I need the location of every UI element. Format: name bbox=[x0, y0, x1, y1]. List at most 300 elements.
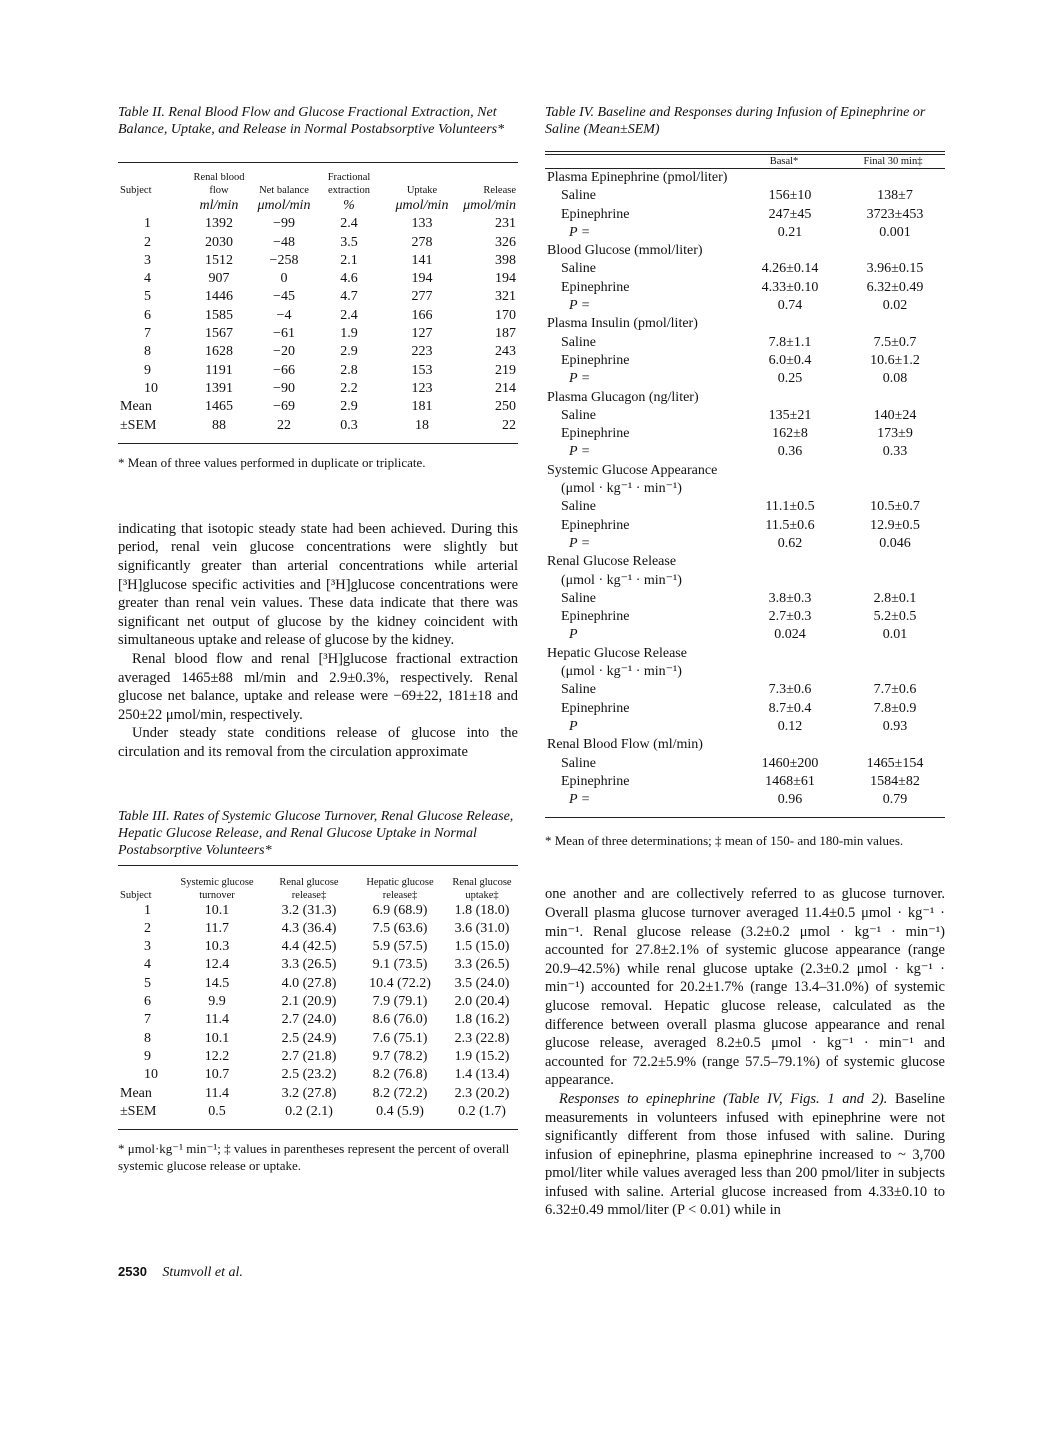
table3-body bbox=[118, 902, 518, 1122]
table-cell: 8.6 (76.0) bbox=[372, 1012, 428, 1028]
table-label: Renal Blood Flow (ml/min) bbox=[547, 737, 703, 753]
table2-bottom-rule bbox=[118, 443, 518, 444]
table-row bbox=[118, 215, 518, 233]
table-cell: 0.33 bbox=[882, 444, 908, 460]
table-cell: 2.3 (22.8) bbox=[454, 1030, 510, 1046]
table-cell: 4.3 (36.4) bbox=[281, 920, 337, 936]
table-row bbox=[545, 498, 945, 516]
table-cell: 9.9 bbox=[208, 994, 226, 1010]
table-cell: 22 bbox=[502, 417, 516, 433]
table-row bbox=[545, 645, 945, 663]
table-cell: 2.7 (21.8) bbox=[281, 1048, 337, 1064]
table-cell: 7.8±1.1 bbox=[768, 334, 812, 350]
table-cell: 7 bbox=[144, 326, 151, 342]
table-cell: 4.7 bbox=[340, 289, 358, 305]
paragraph bbox=[545, 1090, 945, 1220]
table-cell: 3.6 (31.0) bbox=[454, 920, 510, 936]
table-row bbox=[545, 462, 945, 480]
table2-body bbox=[118, 215, 518, 435]
table-cell: 321 bbox=[495, 289, 516, 305]
table-cell: 127 bbox=[411, 326, 433, 342]
table-row bbox=[545, 572, 945, 590]
table-cell: 123 bbox=[411, 380, 433, 396]
table-row bbox=[118, 380, 518, 398]
table-cell: 2 bbox=[144, 234, 151, 250]
table-cell: 2.1 bbox=[340, 252, 358, 268]
table-row bbox=[545, 773, 945, 791]
table-row bbox=[545, 279, 945, 297]
table-cell: 1.8 (16.2) bbox=[454, 1012, 510, 1028]
table-label: Saline bbox=[561, 682, 596, 698]
table2-unit: μmol/min bbox=[257, 198, 311, 213]
page-footer bbox=[118, 1264, 243, 1281]
table-cell: −99 bbox=[273, 216, 295, 232]
table-cell: 7.7±0.6 bbox=[873, 682, 917, 698]
table-cell: 0.046 bbox=[879, 535, 911, 551]
table-cell: 7.9 (79.1) bbox=[372, 994, 428, 1010]
table-cell: 1446 bbox=[205, 289, 233, 305]
table-cell: 4 bbox=[144, 271, 151, 287]
table-cell: 2.7 (24.0) bbox=[281, 1012, 337, 1028]
table-row bbox=[545, 443, 945, 461]
table-label: P = bbox=[569, 224, 591, 240]
table2-header-uptake: Uptake bbox=[406, 185, 438, 196]
table-cell: 187 bbox=[495, 326, 516, 342]
table-cell: 170 bbox=[495, 307, 516, 323]
table-cell: 7.8±0.9 bbox=[873, 700, 917, 716]
table-cell: 8.2 (76.8) bbox=[372, 1067, 428, 1083]
table-cell: 1460±200 bbox=[761, 755, 819, 771]
table-row bbox=[545, 535, 945, 553]
table-cell: 8.7±0.4 bbox=[768, 700, 812, 716]
table-cell: 250 bbox=[495, 399, 516, 415]
table-cell: 166 bbox=[411, 307, 433, 323]
table-cell: 194 bbox=[411, 271, 433, 287]
table-cell: 194 bbox=[495, 271, 516, 287]
table2-unit: μmol/min bbox=[463, 198, 516, 213]
table-row bbox=[545, 608, 945, 626]
table-cell: 2.7±0.3 bbox=[768, 609, 812, 625]
running-authors: Stumvoll et al. bbox=[162, 1265, 243, 1280]
table-row bbox=[545, 791, 945, 809]
table-cell: 0.21 bbox=[777, 224, 803, 240]
table-label: Epinephrine bbox=[561, 609, 630, 625]
table-cell: 1628 bbox=[205, 344, 233, 360]
table-cell: 231 bbox=[495, 216, 516, 232]
table-cell: 1585 bbox=[205, 307, 233, 323]
table-cell: 7 bbox=[144, 1012, 151, 1028]
table-label: Plasma Glucagon (ng/liter) bbox=[547, 389, 699, 405]
table-cell: 7.6 (75.1) bbox=[372, 1030, 428, 1046]
table-label: (μmol · kg⁻¹ · min⁻¹) bbox=[561, 481, 682, 497]
table-cell: 277 bbox=[411, 289, 433, 305]
table-row bbox=[545, 681, 945, 699]
table-cell: 173±9 bbox=[877, 426, 913, 442]
table-row bbox=[545, 224, 945, 242]
table-cell: ±SEM bbox=[120, 1103, 157, 1119]
table-label: Saline bbox=[561, 188, 596, 204]
table-cell: 6.0±0.4 bbox=[768, 352, 812, 368]
right-column bbox=[545, 104, 945, 1220]
table3-header-renal-release: Renal glucose release‡ bbox=[279, 876, 339, 901]
table-cell: 0.36 bbox=[777, 444, 803, 460]
table-cell: 0.74 bbox=[777, 298, 803, 314]
table-cell: 0.4 (5.9) bbox=[376, 1103, 424, 1119]
table-label: Epinephrine bbox=[561, 279, 630, 295]
table2-header-frac: Fractional extraction bbox=[327, 172, 371, 196]
table-cell: 3.5 bbox=[340, 234, 358, 250]
table-row bbox=[545, 206, 945, 224]
table2-header-rbf: Renal blood flow bbox=[193, 172, 245, 196]
table2-header-row bbox=[118, 171, 518, 197]
table3-header-renal-uptake: Renal glucose uptake‡ bbox=[452, 876, 512, 901]
table-label: P bbox=[569, 718, 578, 734]
table2-header-net: Net balance bbox=[259, 185, 309, 196]
table-row bbox=[118, 920, 518, 938]
table-row bbox=[545, 297, 945, 315]
table-cell: 1.5 (15.0) bbox=[454, 939, 510, 955]
table-cell: 398 bbox=[495, 252, 516, 268]
table-cell: 3.8±0.3 bbox=[768, 590, 812, 606]
table-cell: 3 bbox=[144, 939, 151, 955]
table-cell: 2.5 (23.2) bbox=[281, 1067, 337, 1083]
table-cell: 9.1 (73.5) bbox=[372, 957, 428, 973]
table-row bbox=[118, 1085, 518, 1103]
table-cell: −4 bbox=[276, 307, 292, 323]
table3-header-systemic: Systemic glucose turnover bbox=[180, 876, 254, 901]
table-label: Systemic Glucose Appearance bbox=[547, 462, 718, 478]
table-row bbox=[545, 260, 945, 278]
table-cell: −90 bbox=[273, 380, 295, 396]
table-row bbox=[545, 755, 945, 773]
right-body-text bbox=[545, 885, 945, 1220]
table-cell: 326 bbox=[495, 234, 516, 250]
table-cell: Mean bbox=[120, 1085, 152, 1101]
paragraph: Under steady state conditions release of glucose into the circulation and its removal from the circulation approximate bbox=[118, 725, 518, 760]
table-row bbox=[545, 626, 945, 644]
table-cell: 4 bbox=[144, 957, 151, 973]
table-cell: 243 bbox=[495, 344, 516, 360]
table-cell: −45 bbox=[273, 289, 295, 305]
table4-top-rule bbox=[545, 151, 945, 152]
table-cell: 4.4 (42.5) bbox=[281, 939, 337, 955]
table-label: P = bbox=[569, 444, 591, 460]
table-cell: 7.3±0.6 bbox=[768, 682, 812, 698]
table2-caption: Table II. Renal Blood Flow and Glucose Fractional Extraction, Net Balance, Uptake, and Release in Normal Postabsorptive Volunteers* bbox=[118, 105, 505, 137]
table-row bbox=[118, 1048, 518, 1066]
table-row bbox=[545, 700, 945, 718]
table-cell: 3.3 (26.5) bbox=[281, 957, 337, 973]
table-cell: 3.3 (26.5) bbox=[454, 957, 510, 973]
table-cell: 2.2 bbox=[340, 380, 358, 396]
table3-header-hepatic: Hepatic glucose release‡ bbox=[366, 876, 434, 901]
table-cell: 5.2±0.5 bbox=[873, 609, 917, 625]
table-row bbox=[545, 517, 945, 535]
table-row bbox=[545, 389, 945, 407]
table-cell: 11.1±0.5 bbox=[765, 499, 815, 515]
table-cell: 0.2 (2.1) bbox=[285, 1103, 333, 1119]
table4-header-label bbox=[545, 155, 727, 168]
table-cell: 8 bbox=[144, 344, 151, 360]
table-row bbox=[545, 169, 945, 187]
table-cell: 0.5 bbox=[208, 1103, 226, 1119]
table-row bbox=[118, 362, 518, 380]
table-cell: 2.8±0.1 bbox=[873, 590, 917, 606]
table-cell: 0.93 bbox=[882, 718, 908, 734]
table-cell: 6 bbox=[144, 994, 151, 1010]
table-row bbox=[118, 234, 518, 252]
page-number: 2530 bbox=[118, 1264, 147, 1279]
table-row bbox=[545, 425, 945, 443]
table-cell: 219 bbox=[495, 362, 516, 378]
table-cell: 135±21 bbox=[768, 407, 812, 423]
table-row bbox=[545, 352, 945, 370]
table-cell: 6.9 (68.9) bbox=[372, 902, 428, 918]
table-label: P = bbox=[569, 535, 591, 551]
table-cell: 14.5 bbox=[204, 975, 230, 991]
table4 bbox=[545, 155, 945, 168]
table4-bottom-rule bbox=[545, 817, 945, 818]
table-row bbox=[118, 1030, 518, 1048]
table-cell: 4.6 bbox=[340, 271, 358, 287]
table-cell: 1465±154 bbox=[866, 755, 924, 771]
table-row bbox=[545, 736, 945, 754]
table-cell: 2030 bbox=[205, 234, 233, 250]
paragraph: one another and are collectively referred to as glucose turnover. Overall plasma glucose turnover averaged 11.4±0.5 μmol · kg⁻¹ · min⁻¹. Renal glucose release (3.2±0.2 μmol · kg⁻¹ · min⁻¹) accounted for 27.8±2.1% of systemic glucose appearance (range 20.9–42.5%) while renal glucose uptake (2.3±0.2 μmol · kg⁻¹ · min⁻¹) accounted for 20.2±1.7% (range 13.4–31.0%) of systemic glucose removal. Hepatic glucose release, calculated as the difference between overall plasma glucose appearance and renal glucose release, averaged 8.2±0.5 μmol · kg⁻¹ · min⁻¹ and accounted for 72.2±5.9% (range 57.5–79.1%) of systemic glucose appearance. bbox=[545, 886, 945, 1089]
table-cell: 1.9 bbox=[340, 326, 358, 342]
table-cell: 11.5±0.6 bbox=[765, 517, 815, 533]
table-cell: 0.08 bbox=[882, 371, 908, 387]
table-row bbox=[545, 590, 945, 608]
table-cell: 2.8 bbox=[340, 362, 358, 378]
table2-units-row bbox=[118, 197, 518, 215]
table-row bbox=[545, 480, 945, 498]
table-row bbox=[545, 407, 945, 425]
table-cell: −61 bbox=[273, 326, 295, 342]
table-label: Epinephrine bbox=[561, 426, 630, 442]
table-cell: 3.96±0.15 bbox=[866, 261, 924, 277]
table-cell: 278 bbox=[411, 234, 433, 250]
table-cell: 7.5±0.7 bbox=[873, 334, 917, 350]
table-row bbox=[545, 553, 945, 571]
table3 bbox=[118, 876, 518, 1122]
table-cell: 12.9±0.5 bbox=[870, 517, 920, 533]
table-cell: 1191 bbox=[205, 362, 233, 378]
table-cell: 5.9 (57.5) bbox=[372, 939, 428, 955]
table-row bbox=[545, 187, 945, 205]
table-label: Epinephrine bbox=[561, 517, 630, 533]
paragraph-text: Baseline measurements in volunteers infused with epinephrine were not significantly different from those infused with saline. During infusion of epinephrine, plasma epinephrine increased to ~ 3,700 pmol/liter while values averaged less than 200 pmol/liter in subjects infused with saline. Arterial glucose increased from 4.33±0.10 to 6.32±0.49 mmol/liter (P < 0.01) while in bbox=[545, 1090, 945, 1219]
table-cell: 1468±61 bbox=[765, 773, 815, 789]
table-cell: 88 bbox=[212, 417, 226, 433]
left-column bbox=[118, 104, 518, 1174]
table-row bbox=[118, 398, 518, 416]
table-cell: 0 bbox=[280, 271, 288, 287]
table-cell: 1567 bbox=[205, 326, 233, 342]
table-cell: 10.3 bbox=[204, 939, 230, 955]
table-row bbox=[118, 270, 518, 288]
table-label: P bbox=[569, 627, 578, 643]
table-cell: 12.4 bbox=[204, 957, 230, 973]
left-body-text bbox=[118, 520, 518, 762]
table-cell: 18 bbox=[415, 417, 429, 433]
table-label: Saline bbox=[561, 261, 596, 277]
table-cell: ±SEM bbox=[120, 417, 157, 433]
table-label: Plasma Insulin (pmol/liter) bbox=[547, 316, 698, 332]
table-cell: 3 bbox=[144, 252, 151, 268]
table-label: Epinephrine bbox=[561, 700, 630, 716]
table-row bbox=[118, 417, 518, 435]
table2-top-rule bbox=[118, 162, 518, 163]
table-cell: 0.024 bbox=[774, 627, 806, 643]
table-cell: 2.4 bbox=[340, 307, 358, 323]
table-label: Renal Glucose Release bbox=[547, 554, 677, 570]
table-cell: 10.1 bbox=[204, 902, 230, 918]
table-cell: 2.0 (20.4) bbox=[454, 994, 510, 1010]
table-cell: −69 bbox=[273, 399, 295, 415]
table-cell: 156±10 bbox=[768, 188, 812, 204]
table-cell: 3.2 (31.3) bbox=[281, 902, 337, 918]
table3-caption: Table III. Rates of Systemic Glucose Turnover, Renal Glucose Release, Hepatic Glucose Release, and Renal Glucose Uptake in Normal Postabsorptive Volunteers* bbox=[118, 808, 514, 858]
table-cell: 2.3 (20.2) bbox=[454, 1085, 510, 1101]
table-cell: 2.4 bbox=[340, 216, 358, 232]
table-cell: 0.3 bbox=[340, 417, 358, 433]
table-label: Saline bbox=[561, 407, 596, 423]
table-cell: 247±45 bbox=[768, 206, 812, 222]
table-cell: 140±24 bbox=[873, 407, 917, 423]
table-cell: 3.5 (24.0) bbox=[454, 975, 510, 991]
table-cell: 4.33±0.10 bbox=[761, 279, 819, 295]
table-cell: 4.0 (27.8) bbox=[281, 975, 337, 991]
table-cell: 8 bbox=[144, 1030, 151, 1046]
table-cell: 4.26±0.14 bbox=[761, 261, 819, 277]
table4-header-basal: Basal* bbox=[769, 156, 799, 167]
table-cell: 11.7 bbox=[205, 920, 229, 936]
table-cell: 2.9 bbox=[340, 399, 358, 415]
table-cell: 11.4 bbox=[205, 1085, 229, 1101]
table-cell: 2.5 (24.9) bbox=[281, 1030, 337, 1046]
table-cell: 3723±453 bbox=[866, 206, 924, 222]
table-cell: 3.2 (27.8) bbox=[281, 1085, 337, 1101]
table-row bbox=[118, 288, 518, 306]
table-cell: 1 bbox=[144, 902, 151, 918]
table-cell: 1465 bbox=[205, 399, 233, 415]
table-cell: 2 bbox=[144, 920, 151, 936]
table-cell: 10.5±0.7 bbox=[870, 499, 920, 515]
table-cell: −258 bbox=[269, 252, 299, 268]
table2-unit: ml/min bbox=[199, 198, 239, 213]
table-cell: 2.1 (20.9) bbox=[281, 994, 337, 1010]
table-cell: −48 bbox=[273, 234, 295, 250]
table4-caption: Table IV. Baseline and Responses during Infusion of Epinephrine or Saline (Mean±SEM) bbox=[545, 105, 926, 137]
table-cell: 0.01 bbox=[882, 627, 908, 643]
table-cell: 10.7 bbox=[204, 1067, 230, 1083]
table-row bbox=[545, 242, 945, 260]
table-row bbox=[545, 334, 945, 352]
table-cell: 1.9 (15.2) bbox=[454, 1048, 510, 1064]
table-label: Saline bbox=[561, 499, 596, 515]
table-row bbox=[118, 1103, 518, 1121]
table-cell: 141 bbox=[411, 252, 433, 268]
table-cell: 12.2 bbox=[204, 1048, 230, 1064]
table-label: Epinephrine bbox=[561, 352, 630, 368]
table-cell: 5 bbox=[144, 975, 151, 991]
table-cell: 223 bbox=[411, 344, 433, 360]
table-cell: 11.4 bbox=[205, 1012, 229, 1028]
table-row bbox=[545, 663, 945, 681]
table-label: Hepatic Glucose Release bbox=[547, 645, 687, 661]
table-label: Blood Glucose (mmol/liter) bbox=[547, 243, 703, 259]
table-row bbox=[118, 307, 518, 325]
table-cell: 0.25 bbox=[777, 371, 803, 387]
table-row bbox=[545, 370, 945, 388]
table-cell: 6 bbox=[144, 307, 151, 323]
table2-unit: % bbox=[343, 198, 355, 213]
table2-footnote: * Mean of three values performed in duplicate or triplicate. bbox=[118, 454, 426, 470]
table-row bbox=[545, 315, 945, 333]
table-cell: 133 bbox=[411, 216, 433, 232]
table-cell: 10 bbox=[144, 380, 158, 396]
table-label: Epinephrine bbox=[561, 206, 630, 222]
table4-header-row bbox=[545, 155, 945, 168]
table-row bbox=[118, 343, 518, 361]
table2-unit bbox=[118, 197, 184, 215]
table-cell: 5 bbox=[144, 289, 151, 305]
table4-body bbox=[545, 169, 945, 809]
table-label: P = bbox=[569, 792, 591, 808]
table-cell: 2.9 bbox=[340, 344, 358, 360]
table-cell: 7.5 (63.6) bbox=[372, 920, 428, 936]
table-cell: 10.1 bbox=[204, 1030, 230, 1046]
table-row bbox=[118, 956, 518, 974]
table-cell: 214 bbox=[495, 380, 516, 396]
table-row bbox=[118, 1066, 518, 1084]
table-cell: 153 bbox=[411, 362, 433, 378]
table-row bbox=[545, 718, 945, 736]
table-cell: 9 bbox=[144, 362, 151, 378]
table-cell: −66 bbox=[273, 362, 295, 378]
table3-header-subject: Subject bbox=[120, 889, 152, 901]
table-cell: 1584±82 bbox=[870, 773, 920, 789]
table4-body-table bbox=[545, 169, 945, 809]
table2-header-subject: Subject bbox=[120, 185, 152, 196]
table-cell: 9 bbox=[144, 1048, 151, 1064]
table4-header-final: Final 30 min‡ bbox=[863, 156, 923, 167]
table-row bbox=[118, 902, 518, 920]
table-cell: 22 bbox=[277, 417, 291, 433]
table4-footnote: * Mean of three determinations; ‡ mean of 150- and 180-min values. bbox=[545, 833, 904, 849]
table2-header-release: Release bbox=[483, 185, 516, 196]
table-cell: 0.001 bbox=[879, 224, 911, 240]
table-label: Saline bbox=[561, 334, 596, 350]
table-cell: 0.62 bbox=[777, 535, 803, 551]
table-cell: 0.79 bbox=[882, 792, 908, 808]
table3-header-row bbox=[118, 876, 518, 902]
table-cell: 138±7 bbox=[877, 188, 913, 204]
table-label: Plasma Epinephrine (pmol/liter) bbox=[547, 170, 728, 185]
table-cell: 1.8 (18.0) bbox=[454, 902, 510, 918]
table3-bottom-rule bbox=[118, 1129, 518, 1130]
table-cell: 6.32±0.49 bbox=[866, 279, 924, 295]
table3-top-rule bbox=[118, 865, 518, 866]
table-cell: 1392 bbox=[205, 216, 233, 232]
table-label: Saline bbox=[561, 590, 596, 606]
table-row bbox=[118, 252, 518, 270]
table-label: (μmol · kg⁻¹ · min⁻¹) bbox=[561, 572, 682, 588]
table-label: Epinephrine bbox=[561, 773, 630, 789]
section-lead: Responses to epinephrine (Table IV, Figs. 1 and 2). bbox=[559, 1090, 888, 1107]
table-label: P = bbox=[569, 371, 591, 387]
